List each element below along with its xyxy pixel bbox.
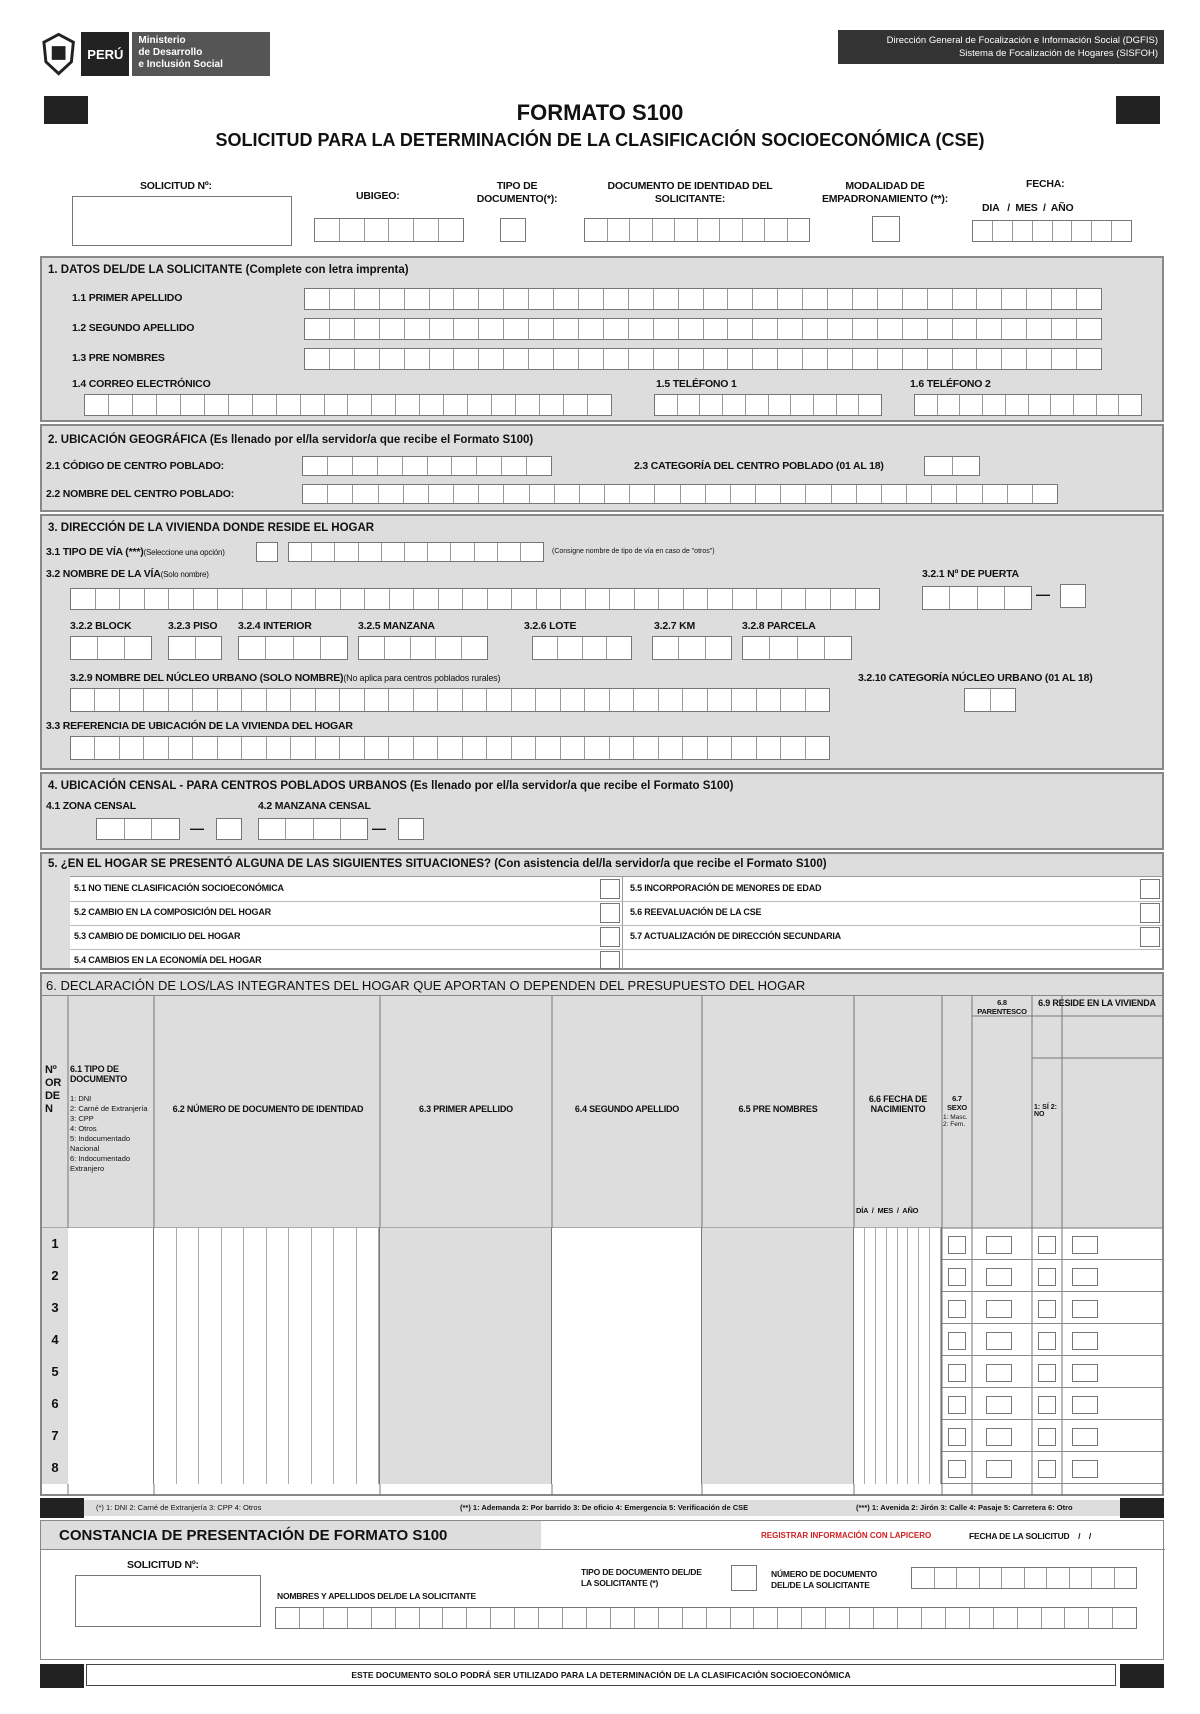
row-reside-checkbox[interactable] <box>1038 1236 1056 1254</box>
divider <box>70 949 1162 950</box>
dash: — <box>190 820 204 836</box>
row-reside-extra-checkbox[interactable] <box>1072 1236 1098 1254</box>
label-ubigeo: UBIGEO: <box>356 190 400 202</box>
label-pre-nombres: 1.3 PRE NOMBRES <box>72 352 165 364</box>
constancia-solicitud-label: SOLICITUD Nº: <box>127 1559 199 1571</box>
row-reside-extra-checkbox[interactable] <box>1072 1428 1098 1446</box>
col-reside-options: 1: SÍ 2: NO <box>1034 1104 1057 1118</box>
constancia-divider <box>41 1549 1165 1550</box>
row-sexo-checkbox[interactable] <box>948 1300 966 1318</box>
label-nucleo-urbano: 3.2.9 NOMBRE DEL NÚCLEO URBANO (SOLO NOMBRE)(No aplica para centros poblados rurales) <box>70 672 501 684</box>
option-5-6: 5.6 REEVALUACIÓN DE LA CSE <box>630 907 762 917</box>
label-nro-puerta: 3.2.1 Nº DE PUERTA <box>922 568 1019 580</box>
option-5-7: 5.7 ACTUALIZACIÓN DE DIRECCIÓN SECUNDARIA <box>630 931 841 941</box>
label-manzana-censal: 4.2 MANZANA CENSAL <box>258 800 371 812</box>
row-numero-doc-cell[interactable] <box>154 1452 380 1484</box>
constancia-tipo-input[interactable] <box>731 1565 757 1591</box>
km-input[interactable] <box>652 636 732 660</box>
row-numero-doc-cell[interactable] <box>154 1388 380 1420</box>
row-parentesco-checkbox[interactable] <box>986 1364 1012 1382</box>
row-fecha-cell[interactable] <box>854 1260 942 1292</box>
checkbox-5-6[interactable] <box>1140 903 1160 923</box>
row-segundo-apellido-cell[interactable] <box>552 1324 702 1356</box>
label-modalidad: MODALIDAD DE EMPADRONAMIENTO (**): <box>821 180 949 205</box>
constancia-section <box>40 1520 1164 1660</box>
agency-banner: Dirección General de Focalización e Información Social (DGFIS) Sistema de Focalización de Hogares (SISFOH) <box>838 30 1164 64</box>
row-sexo-checkbox[interactable] <box>948 1332 966 1350</box>
interior-input[interactable] <box>238 636 348 660</box>
constancia-solicitud-input[interactable] <box>75 1575 261 1627</box>
row-parentesco-checkbox[interactable] <box>986 1236 1012 1254</box>
nro-puerta-input[interactable] <box>922 586 1032 610</box>
row-number: 7 <box>42 1420 68 1452</box>
col-sexo-options: 1: Masc. 2: Fem. <box>943 1114 968 1128</box>
row-sexo-checkbox[interactable] <box>948 1236 966 1254</box>
label-nombre-via: 3.2 NOMBRE DE LA VÍA(Solo nombre) <box>46 568 209 580</box>
doc-solicitante-input[interactable] <box>584 218 810 242</box>
row-tipo-doc-cell[interactable] <box>68 1324 154 1356</box>
row-reside-checkbox[interactable] <box>1038 1364 1056 1382</box>
fecha-input[interactable] <box>972 220 1132 242</box>
option-5-4: 5.4 CAMBIOS EN LA ECONOMÍA DEL HOGAR <box>74 955 262 965</box>
label-segundo-apellido: 1.2 SEGUNDO APELLIDO <box>72 322 195 334</box>
row-reside-extra-checkbox[interactable] <box>1072 1332 1098 1350</box>
zona-censal-input[interactable] <box>96 818 180 840</box>
col-orden: Nº ORDEN <box>45 1064 62 1115</box>
row-segundo-apellido-cell[interactable] <box>552 1356 702 1388</box>
constancia-nombres-input[interactable] <box>275 1607 1137 1629</box>
correo-input[interactable] <box>84 394 612 416</box>
label-categoria-cp: 2.3 CATEGORÍA DEL CENTRO POBLADO (01 AL 18) <box>634 460 884 472</box>
row-pre-nombres-cell[interactable] <box>702 1324 854 1356</box>
row-segundo-apellido-cell[interactable] <box>552 1420 702 1452</box>
table-row <box>42 1452 1162 1484</box>
section-3-title: 3. DIRECCIÓN DE LA VIVIENDA DONDE RESIDE EL HOGAR <box>48 522 375 534</box>
row-pre-nombres-cell[interactable] <box>702 1452 854 1484</box>
codigo-cp-input[interactable] <box>302 456 552 476</box>
row-pre-nombres-cell[interactable] <box>702 1260 854 1292</box>
row-numero-doc-cell[interactable] <box>154 1260 380 1292</box>
col-pre-nombres: 6.5 PRE NOMBRES <box>738 1104 818 1114</box>
row-primer-apellido-cell[interactable] <box>380 1452 552 1484</box>
checkbox-5-5[interactable] <box>1140 879 1160 899</box>
row-reside-checkbox[interactable] <box>1038 1300 1056 1318</box>
row-reside-extra-checkbox[interactable] <box>1072 1300 1098 1318</box>
row-tipo-doc-cell[interactable] <box>68 1420 154 1452</box>
row-primer-apellido-cell[interactable] <box>380 1292 552 1324</box>
nro-puerta-suffix-input[interactable] <box>1060 584 1086 608</box>
divider <box>70 925 1162 926</box>
nombre-via-input[interactable] <box>70 588 880 610</box>
row-parentesco-checkbox[interactable] <box>986 1332 1012 1350</box>
lote-input[interactable] <box>532 636 632 660</box>
row-numero-doc-cell[interactable] <box>154 1228 380 1260</box>
row-number: 2 <box>42 1260 68 1292</box>
label-doc-solicitante: DOCUMENTO DE IDENTIDAD DEL SOLICITANTE: <box>607 180 773 205</box>
label-tipo-via: 3.1 TIPO DE VÍA (***)(Seleccione una opción) <box>46 546 225 558</box>
label-interior: 3.2.4 INTERIOR <box>238 620 312 632</box>
section-2 <box>40 424 1164 512</box>
nombre-cp-input[interactable] <box>302 484 1058 504</box>
col-sexo: 6.7 SEXO <box>946 1094 968 1112</box>
col-segundo-apellido: 6.4 SEGUNDO APELLIDO <box>574 1104 680 1114</box>
col-parentesco: 6.8 PARENTESCO <box>977 998 1027 1016</box>
row-sexo-checkbox[interactable] <box>948 1268 966 1286</box>
row-segundo-apellido-cell[interactable] <box>552 1452 702 1484</box>
option-5-1: 5.1 NO TIENE CLASIFICACIÓN SOCIOECONÓMICA <box>74 883 284 893</box>
section-6 <box>40 972 1164 1496</box>
dash: — <box>1036 586 1050 602</box>
table-row <box>42 1388 1162 1420</box>
row-pre-nombres-cell[interactable] <box>702 1292 854 1324</box>
row-fecha-cell[interactable] <box>854 1452 942 1484</box>
categoria-cp-input[interactable] <box>924 456 980 476</box>
constancia-nombres-label: NOMBRES Y APELLIDOS DEL/DE LA SOLICITANTE <box>277 1591 476 1601</box>
row-reside-checkbox[interactable] <box>1038 1460 1056 1478</box>
tipo-doc-input[interactable] <box>500 218 526 242</box>
note-tipo-via: (Consigne nombre de tipo de vía en caso de "otros") <box>552 548 715 555</box>
row-segundo-apellido-cell[interactable] <box>552 1260 702 1292</box>
row-number: 5 <box>42 1356 68 1388</box>
label-parcela: 3.2.8 PARCELA <box>742 620 816 632</box>
coat-of-arms-icon <box>40 32 77 76</box>
row-parentesco-checkbox[interactable] <box>986 1396 1012 1414</box>
row-sexo-checkbox[interactable] <box>948 1396 966 1414</box>
constancia-numero-label: NÚMERO DE DOCUMENTO DEL/DE LA SOLICITANTE <box>771 1569 878 1590</box>
row-reside-extra-checkbox[interactable] <box>1072 1396 1098 1414</box>
corner-marker <box>40 1498 84 1518</box>
row-parentesco-checkbox[interactable] <box>986 1428 1012 1446</box>
row-segundo-apellido-cell[interactable] <box>552 1228 702 1260</box>
note-tipo-via: (***) 1: Avenida 2: Jirón 3: Calle 4: Pasaje 5: Carretera 6: Otro <box>856 1503 1073 1512</box>
row-primer-apellido-cell[interactable] <box>380 1228 552 1260</box>
label-manzana: 3.2.5 MANZANA <box>358 620 435 632</box>
constancia-numero-input[interactable] <box>911 1567 1137 1589</box>
row-fecha-cell[interactable] <box>854 1324 942 1356</box>
tipo-doc-options: 1: DNI 2: Carné de Extranjería 3: CPP 4: Otros 5: Indocumentado Nacional 6: Indocumentado Extranjero <box>70 1094 148 1173</box>
block-input[interactable] <box>70 636 152 660</box>
piso-input[interactable] <box>168 636 222 660</box>
table-row <box>42 1356 1162 1388</box>
label-zona-censal: 4.1 ZONA CENSAL <box>46 800 136 812</box>
label-primer-apellido: 1.1 PRIMER APELLIDO <box>72 292 183 304</box>
pre-nombres-input[interactable] <box>304 348 1102 370</box>
row-tipo-doc-cell[interactable] <box>68 1260 154 1292</box>
row-reside-checkbox[interactable] <box>1038 1396 1056 1414</box>
row-fecha-cell[interactable] <box>854 1292 942 1324</box>
country-badge: PERÚ <box>81 32 129 76</box>
ubigeo-input[interactable] <box>314 218 464 242</box>
constancia-fecha: FECHA DE LA SOLICITUD / / <box>969 1531 1092 1541</box>
corner-marker <box>1120 1498 1164 1518</box>
row-reside-checkbox[interactable] <box>1038 1332 1056 1350</box>
row-numero-doc-cell[interactable] <box>154 1420 380 1452</box>
row-numero-doc-cell[interactable] <box>154 1292 380 1324</box>
ministry-badge: Ministerio de Desarrollo e Inclusión Social <box>132 32 270 76</box>
row-tipo-doc-cell[interactable] <box>68 1228 154 1260</box>
row-numero-doc-cell[interactable] <box>154 1324 380 1356</box>
zona-censal-suffix-input[interactable] <box>216 818 242 840</box>
label-correo: 1.4 CORREO ELECTRÓNICO <box>72 378 211 390</box>
label-fecha-parts: DIA / MES / AÑO <box>982 202 1074 214</box>
row-pre-nombres-cell[interactable] <box>702 1388 854 1420</box>
row-number: 1 <box>42 1228 68 1260</box>
tipo-via-otros-input[interactable] <box>288 542 544 562</box>
label-telefono2: 1.6 TELÉFONO 2 <box>910 378 991 390</box>
table-row <box>42 1228 1162 1260</box>
checkbox-5-7[interactable] <box>1140 927 1160 947</box>
telefono2-input[interactable] <box>914 394 1142 416</box>
divider <box>622 877 623 969</box>
col-fecha-parts: DÍA / MES / AÑO <box>856 1206 919 1215</box>
modalidad-input[interactable] <box>872 216 900 242</box>
row-pre-nombres-cell[interactable] <box>702 1356 854 1388</box>
corner-marker <box>1120 1664 1164 1688</box>
row-fecha-cell[interactable] <box>854 1388 942 1420</box>
row-numero-doc-cell[interactable] <box>154 1356 380 1388</box>
row-fecha-cell[interactable] <box>854 1356 942 1388</box>
label-block: 3.2.2 BLOCK <box>70 620 132 632</box>
row-segundo-apellido-cell[interactable] <box>552 1388 702 1420</box>
row-primer-apellido-cell[interactable] <box>380 1420 552 1452</box>
section-6-title: 6. DECLARACIÓN DE LOS/LAS INTEGRANTES DEL HOGAR QUE APORTAN O DEPENDEN DEL PRESUPUESTO DEL HOGAR <box>46 978 806 993</box>
section-2-title: 2. UBICACIÓN GEOGRÁFICA (Es llenado por el/la servidor/a que recibe el Formato S100) <box>48 434 534 446</box>
telefono1-input[interactable] <box>654 394 882 416</box>
label-solicitud: SOLICITUD Nº: <box>140 180 212 192</box>
row-primer-apellido-cell[interactable] <box>380 1324 552 1356</box>
row-parentesco-checkbox[interactable] <box>986 1268 1012 1286</box>
primer-apellido-input[interactable] <box>304 288 1102 310</box>
label-km: 3.2.7 KM <box>654 620 695 632</box>
table-row <box>42 1292 1162 1324</box>
parcela-input[interactable] <box>742 636 852 660</box>
row-primer-apellido-cell[interactable] <box>380 1356 552 1388</box>
section-1 <box>40 256 1164 422</box>
row-pre-nombres-cell[interactable] <box>702 1420 854 1452</box>
table-row <box>42 1420 1162 1452</box>
label-referencia: 3.3 REFERENCIA DE UBICACIÓN DE LA VIVIENDA DEL HOGAR <box>46 720 353 732</box>
note-modalidad: (**) 1: Ademanda 2: Por barrido 3: De oficio 4: Emergencia 5: Verificación de CSE <box>460 1503 749 1512</box>
referencia-input[interactable] <box>70 736 830 760</box>
row-number: 4 <box>42 1324 68 1356</box>
section-4-title: 4. UBICACIÓN CENSAL - PARA CENTROS POBLADOS URBANOS (Es llenado por el/la servidor/a que recibe el Formato S100) <box>48 780 734 792</box>
row-sexo-checkbox[interactable] <box>948 1460 966 1478</box>
manzana-censal-suffix-input[interactable] <box>398 818 424 840</box>
row-reside-extra-checkbox[interactable] <box>1072 1460 1098 1478</box>
row-fecha-cell[interactable] <box>854 1228 942 1260</box>
col-tipo-doc: 6.1 TIPO DE DOCUMENTO <box>70 1064 128 1084</box>
row-primer-apellido-cell[interactable] <box>380 1388 552 1420</box>
table-row <box>42 1324 1162 1356</box>
dash: — <box>372 820 386 836</box>
checkbox-5-1[interactable] <box>600 879 620 899</box>
categoria-nucleo-input[interactable] <box>964 688 1016 712</box>
s5-grid <box>70 876 1162 968</box>
row-tipo-doc-cell[interactable] <box>68 1388 154 1420</box>
row-reside-checkbox[interactable] <box>1038 1268 1056 1286</box>
row-primer-apellido-cell[interactable] <box>380 1260 552 1292</box>
row-reside-extra-checkbox[interactable] <box>1072 1364 1098 1382</box>
row-tipo-doc-cell[interactable] <box>68 1356 154 1388</box>
logo <box>40 30 270 78</box>
constancia-tipo-label: TIPO DE DOCUMENTO DEL/DE LA SOLICITANTE (*) <box>581 1567 702 1588</box>
divider <box>70 901 1162 902</box>
tipo-via-input[interactable] <box>256 542 278 562</box>
label-piso: 3.2.3 PISO <box>168 620 218 632</box>
label-fecha: FECHA: <box>1026 178 1065 190</box>
section-3 <box>40 514 1164 770</box>
page-title: FORMATO S100 <box>516 100 684 125</box>
footer-note: ESTE DOCUMENTO SOLO PODRÁ SER UTILIZADO PARA LA DETERMINACIÓN DE LA CLASIFICACIÓN SOCIOECONÓMICA <box>86 1664 1116 1686</box>
row-number: 6 <box>42 1388 68 1420</box>
manzana-censal-input[interactable] <box>258 818 368 840</box>
label-codigo-cp: 2.1 CÓDIGO DE CENTRO POBLADO: <box>46 460 224 472</box>
label-categoria-nucleo: 3.2.10 CATEGORÍA NÚCLEO URBANO (01 AL 18) <box>858 672 1093 684</box>
section-5-title: 5. ¿EN EL HOGAR SE PRESENTÓ ALGUNA DE LAS SIGUIENTES SITUACIONES? (Con asistencia del/la servidor/a que recibe el Formato S100) <box>48 858 827 870</box>
col-reside: 6.9 RESIDE EN LA VIVIENDA <box>1038 998 1156 1008</box>
label-lote: 3.2.6 LOTE <box>524 620 577 632</box>
section-4 <box>40 772 1164 850</box>
checkbox-5-2[interactable] <box>600 903 620 923</box>
constancia-red-note: REGISTRAR INFORMACIÓN CON LAPICERO <box>761 1531 932 1540</box>
solicitud-input[interactable] <box>72 196 292 246</box>
option-5-2: 5.2 CAMBIO EN LA COMPOSICIÓN DEL HOGAR <box>74 907 271 917</box>
row-segundo-apellido-cell[interactable] <box>552 1292 702 1324</box>
row-number: 8 <box>42 1452 68 1484</box>
checkbox-5-4[interactable] <box>600 951 620 969</box>
label-tipo-doc: TIPO DE DOCUMENTO(*): <box>476 180 558 205</box>
section-1-title: 1. DATOS DEL/DE LA SOLICITANTE (Complete con letra imprenta) <box>48 264 409 276</box>
row-pre-nombres-cell[interactable] <box>702 1228 854 1260</box>
table-row <box>42 1260 1162 1292</box>
row-tipo-doc-cell[interactable] <box>68 1452 154 1484</box>
col-primer-apellido: 6.3 PRIMER APELLIDO <box>419 1104 513 1114</box>
option-5-5: 5.5 INCORPORACIÓN DE MENORES DE EDAD <box>630 883 822 893</box>
note-doc-types: (*) 1: DNI 2: Carné de Extranjería 3: CPP 4: Otros <box>96 1503 262 1512</box>
option-5-3: 5.3 CAMBIO DE DOMICILIO DEL HOGAR <box>74 931 241 941</box>
col-numero-doc: 6.2 NÚMERO DE DOCUMENTO DE IDENTIDAD <box>172 1104 364 1114</box>
label-telefono1: 1.5 TELÉFONO 1 <box>656 378 737 390</box>
constancia-title: CONSTANCIA DE PRESENTACIÓN DE FORMATO S100 <box>59 1527 448 1544</box>
row-tipo-doc-cell[interactable] <box>68 1292 154 1324</box>
row-parentesco-checkbox[interactable] <box>986 1460 1012 1478</box>
manzana-input[interactable] <box>358 636 488 660</box>
row-parentesco-checkbox[interactable] <box>986 1300 1012 1318</box>
row-reside-extra-checkbox[interactable] <box>1072 1268 1098 1286</box>
row-reside-checkbox[interactable] <box>1038 1428 1056 1446</box>
corner-marker <box>40 1664 84 1688</box>
checkbox-5-3[interactable] <box>600 927 620 947</box>
section-5 <box>40 852 1164 970</box>
label-nombre-cp: 2.2 NOMBRE DEL CENTRO POBLADO: <box>46 488 235 500</box>
segundo-apellido-input[interactable] <box>304 318 1102 340</box>
page-subtitle: SOLICITUD PARA LA DETERMINACIÓN DE LA CLASIFICACIÓN SOCIOECONÓMICA (CSE) <box>215 130 985 150</box>
col-fecha-nacimiento: 6.6 FECHA DE NACIMIENTO <box>868 1094 928 1114</box>
row-sexo-checkbox[interactable] <box>948 1428 966 1446</box>
row-sexo-checkbox[interactable] <box>948 1364 966 1382</box>
row-fecha-cell[interactable] <box>854 1420 942 1452</box>
row-number: 3 <box>42 1292 68 1324</box>
nucleo-urbano-input[interactable] <box>70 688 830 712</box>
